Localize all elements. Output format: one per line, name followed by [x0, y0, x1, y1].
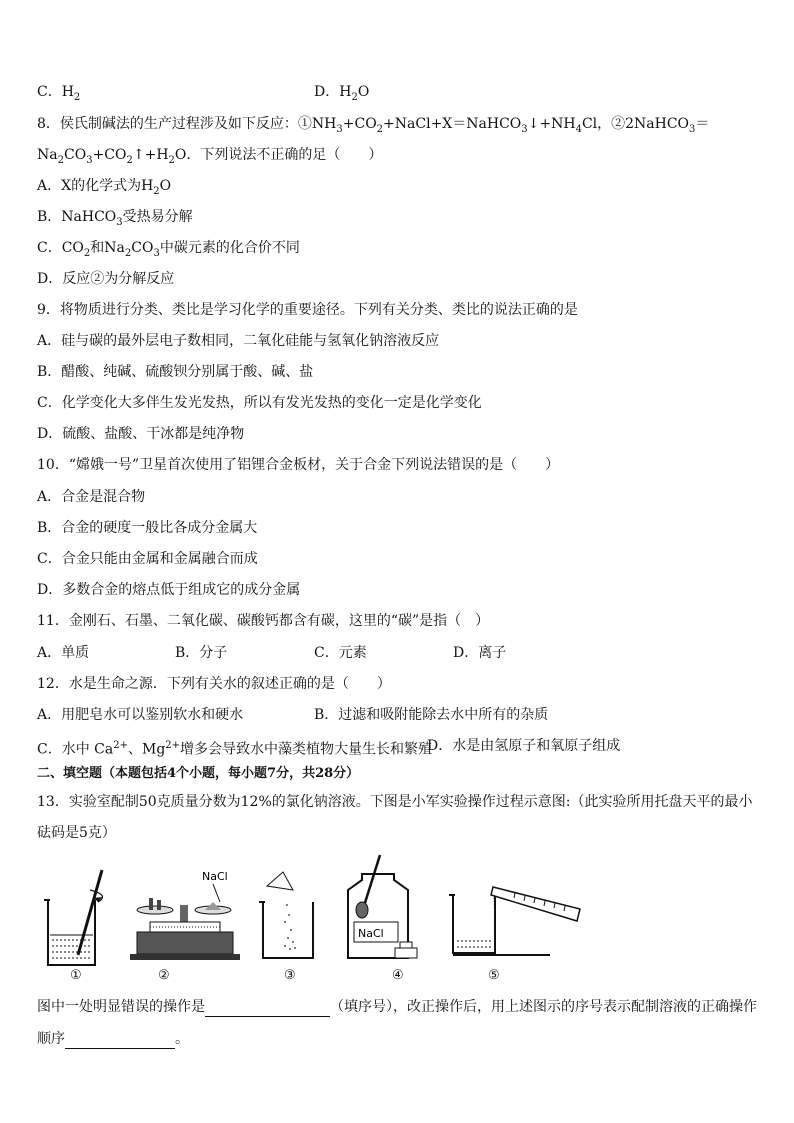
q12-stem: 12．水是生命之源．下列有关水的叙述正确的是（ ）	[37, 676, 391, 692]
experiment-figure	[40, 850, 600, 990]
q10-option-d: D．多数合金的熔点低于组成它的成分金属	[37, 582, 301, 598]
q10-option-c: C．合金只能由金属和金属融合而成	[37, 551, 258, 567]
answer-blank-2[interactable]	[65, 1034, 175, 1049]
q12-option-a: A．用肥皂水可以鉴别软水和硬水	[37, 707, 244, 723]
q13-stem-line2: 砝码是5克）	[37, 825, 116, 841]
cylinder-pouring-diagram	[445, 865, 595, 965]
nacl-label: NaCl	[202, 870, 228, 883]
q8-option-a: A．X的化学式为$H_2O$	[37, 178, 172, 197]
fig-label-4: ④	[392, 968, 404, 983]
q11-option-b: B．分子	[175, 645, 228, 661]
q11-option-d: D．离子	[453, 645, 507, 661]
q8-stem-line2: $Na_2CO_3+CO_2↑+H_2O$．下列说法不正确的足（ ）	[37, 147, 383, 166]
q8-option-d: D．反应②为分解反应	[37, 271, 175, 287]
fig-label-3: ③	[284, 968, 296, 983]
q12-option-d: D．水是由氢原子和氧原子组成	[427, 738, 621, 754]
q12-option-c: C．水中 $Ca^{2+}$、$Mg^{2+}$增多会导致水中藻类植物大量生长和繁殖	[37, 740, 433, 758]
q11-stem: 11．金刚石、石墨、二氧化碳、碳酸钙都含有碳，这里的“碳”是指（ ）	[37, 613, 490, 629]
q13-blank-line1: 图中一处明显错误的操作是 （填序号），改正操作后，用上述图示的序号表示配制溶液的正确操作	[37, 999, 757, 1015]
q12-option-b: B．过滤和吸附能除去水中所有的杂质	[314, 707, 549, 723]
q8-stem-line1: 8．侯氏制碱法的生产过程涉及如下反应：$①NH_3+CO_2+NaCl+X=NaHCO_3↓+NH_4Cl$，②2NaHCO$_3$＝	[37, 116, 710, 135]
beaker-stirring-diagram	[40, 860, 120, 970]
q9-stem: 9．将物质进行分类、类比是学习化学的重要途径。下列有关分类、类比的说法正确的是	[37, 302, 578, 318]
q8-option-b: B．NaHCO$_3$受热易分解	[37, 209, 193, 228]
q9-option-c: C．化学变化大多伴生发光发热，所以有发光发热的变化一定是化学变化	[37, 395, 482, 411]
q10-option-b: B．合金的硬度一般比各成分金属大	[37, 520, 258, 536]
q13-stem-line1: 13．实验室配制50克质量分数为12%的氯化钠溶液。下图是小军实验操作过程示意图:（此实验所用托盘天平的最小	[37, 794, 753, 810]
section-heading: 二、填空题（本题包括4个小题，每小题7分，共28分）	[37, 766, 360, 781]
nacl-bottle-label: NaCl	[358, 927, 384, 940]
q9-option-a: A．硅与碳的最外层电子数相同，二氧化硅能与氢氧化钠溶液反应	[37, 333, 440, 349]
q10-option-a: A．合金是混合物	[37, 489, 146, 505]
q10-stem: 10．“嫦娥一号”卫星首次使用了铝锂合金板材，关于合金下列说法错误的是（ ）	[37, 457, 560, 473]
q9-option-d: D．硫酸、盐酸、干冰都是纯净物	[37, 426, 245, 442]
fig-label-5: ⑤	[488, 968, 500, 983]
nacl-bottle-diagram	[340, 850, 430, 970]
fig-label-1: ①	[70, 968, 82, 983]
q7-option-d: D．$H_2O$	[314, 84, 370, 103]
q11-option-a: A．单质	[37, 645, 90, 661]
q11-option-c: C．元素	[314, 645, 367, 661]
q13-blank-line2: 顺序 。	[37, 1031, 189, 1047]
pouring-diagram	[255, 850, 325, 970]
q8-option-c: C．$CO_2$和$Na_2CO_3$中碳元素的化合价不同	[37, 240, 300, 259]
balance-diagram	[125, 850, 245, 970]
q9-option-b: B．醋酸、纯碱、硫酸钡分别属于酸、碱、盐	[37, 364, 314, 380]
fig-label-2: ②	[158, 968, 170, 983]
q7-option-c: C．$H_2$	[37, 84, 81, 103]
answer-blank-1[interactable]	[205, 1002, 330, 1017]
